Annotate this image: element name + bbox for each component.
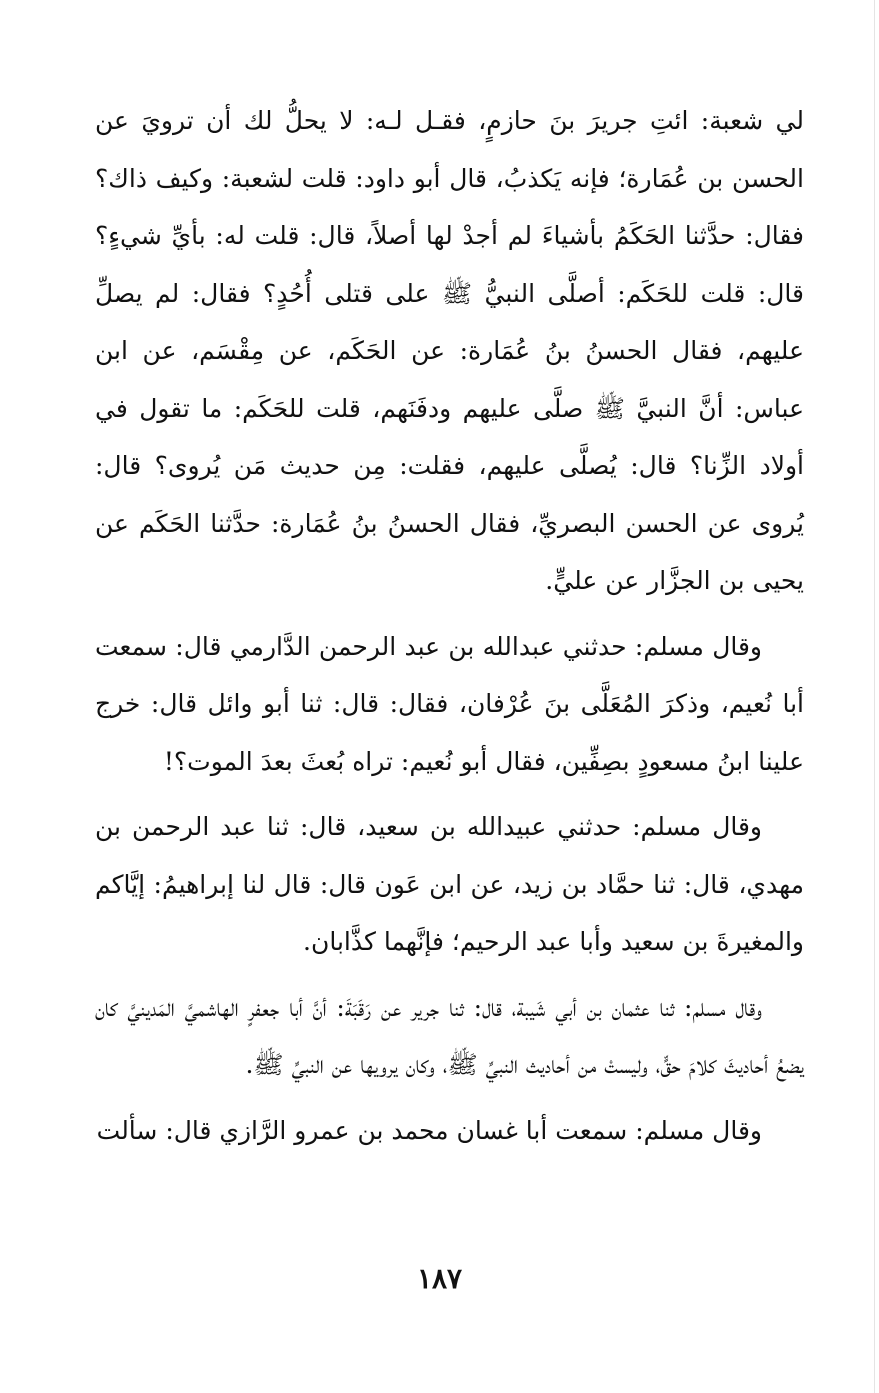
paragraph-3: وقال مسلم: حدثني عبيدالله بن سعيد، قال: ثنا عبد الرحمن بن مهدي، قال: ثنا حمَّاد بن زيد، عن ابن عَون قال: قال لنا إبراهيمُ: إيَّاكم والمغيرةَ بن سعيد وأبا عبد الرحيم؛ فإنَّهما كذَّابان.	[95, 812, 804, 956]
paragraph-5: وقال مسلم: سمعت أبا غسان محمد بن عمرو الرَّازي قال: سألت	[96, 1115, 762, 1145]
page-number: ١٨٧	[416, 1262, 463, 1295]
body-text	[95, 92, 804, 1159]
paragraph-1: لي شعبة: ائتِ جريرَ بنَ حازمٍ، فقـل لـه: لا يحلُّ لك أن ترويَ عن الحسن بن عُمَارة؛ فإنه يَكذبُ، قال أبو داود: قلت لشعبة: وكيف ذاك؟ فقال: حدَّثنا الحَكَمُ بأشياءَ لم أجدْ لها أصلاً، قال: قلت له: بأيِّ شيءٍ؟ قال: قلت للحَكَم: أصلَّى النبيُّ ﷺ على قتلى أُحُدٍ؟ فقال: لم يصلِّ عليهم، فقال الحسنُ بنُ عُمَارة: عن الحَكَم، عن مِقْسَم، عن ابن عباس: أنَّ النبيَّ ﷺ صلَّى عليهم ودفَنَهم، قلت للحَكَم: ما تقول في أولاد الزِّنا؟ قال: يُصلَّى عليهم، فقلت: مِن حديث مَن يُروى؟ قال: يُروى عن الحسن البصريِّ، فقال الحسنُ بنُ عُمَارة: حدَّثنا الحَكَم عن يحيى بن الجزَّار عن عليٍّ.	[95, 106, 804, 595]
paragraph-4: وقال مسلم: ثنا عثمان بن أبي شَيبة، قال: ثنا جرير عن رَقَبَةَ: أنَّ أبا جعفرٍ الهاشميَّ المَدينيَّ كان يضعُ أحاديثَ كلامَ حقٍّ، وليستْ من أحاديث النبيِّ ﷺ، وكان يرويها عن النبيِّ ﷺ.	[95, 992, 804, 1079]
paragraph-2: وقال مسلم: حدثني عبدالله بن عبد الرحمن الدَّارمي قال: سمعت أبا نُعيم، وذكرَ المُعَلَّى بنَ عُرْفان، فقال: قال: ثنا أبو وائل قال: خرج علينا ابنُ مسعودٍ بصِفِّين، فقال أبو نُعيم: تراه بُعثَ بعدَ الموت؟!	[95, 631, 804, 776]
page-edge-line	[874, 0, 875, 1393]
